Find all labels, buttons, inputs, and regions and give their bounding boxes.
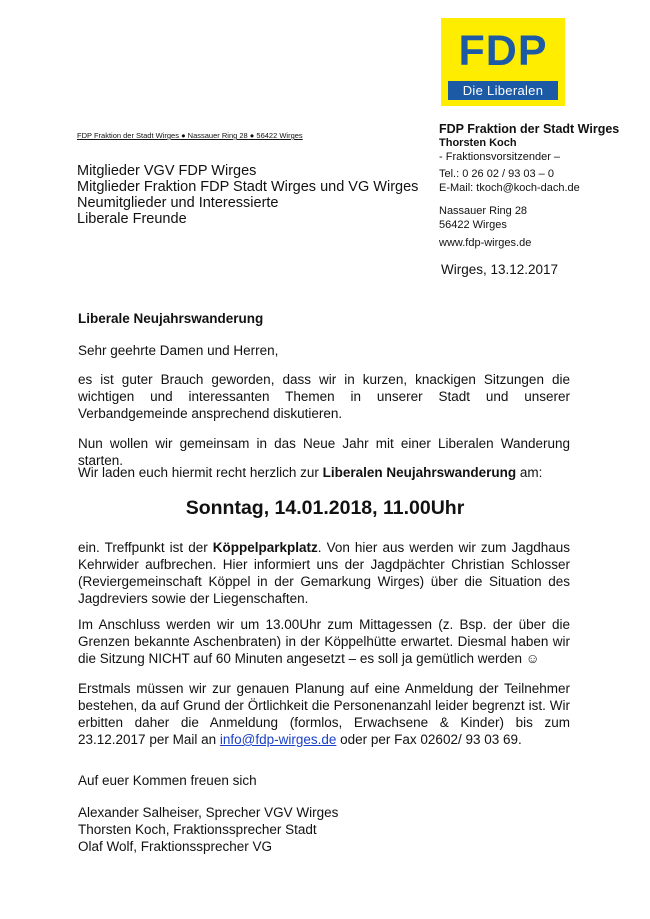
sidebar-city: 56422 Wirges [439, 218, 507, 231]
sidebar-address [439, 205, 527, 232]
signatory: Thorsten Koch, Fraktionssprecher Stadt [78, 822, 317, 837]
sidebar-name: Thorsten Koch [439, 137, 517, 149]
paragraph-new-year: Nun wollen wir gemeinsam in das Neue Jahr mit einer Liberalen Wanderung starten. [78, 436, 570, 468]
recipient-line: Mitglieder Fraktion FDP Stadt Wirges und VG Wirges [77, 179, 419, 195]
closing-line: Auf euer Kommen freuen sich [78, 773, 257, 788]
sidebar-email: E-Mail: tkoch@koch-dach.de [439, 181, 580, 194]
paragraph-lunch: Im Anschluss werden wir um 13.00Uhr zum Mittagessen (z. Bsp. der über die Grenzen bekannte Aschenbraten) in der Köppelhütte erwartet. Diesmal haben wir die Sitzung NICHT auf 60 Minuten angesetzt – es soll ja gemütlich werden ☺ [78, 617, 570, 666]
event-date-heading: Sonntag, 14.01.2018, 11.00Uhr [185, 497, 465, 519]
meeting-text-end: . Von hier aus werden wir zum Jagdhaus Kehrwider aufbrechen. Hier informiert uns der Jagdpächter Christian Schlosser (Reviergemeinschaft Köppel in der Gemarkung Wirges) über die Situation des Jagdreviers sowie der Liegenschaften. [78, 540, 570, 606]
meeting-text: ein. Treffpunkt ist der [78, 540, 213, 555]
sidebar-organization: FDP Fraktion der Stadt Wirges [439, 122, 620, 136]
signature-block [78, 804, 570, 855]
signatory: Alexander Salheiser, Sprecher VGV Wirges [78, 805, 339, 820]
meeting-location: Köppelparkplatz [212, 540, 318, 555]
recipient-line: Neumitglieder und Interessierte [77, 195, 279, 211]
invitation-event-name: Liberalen Neujahrswanderung [322, 465, 517, 480]
letter-subject: Liberale Neujahrswanderung [78, 311, 264, 326]
sidebar-website: www.fdp-wirges.de [439, 237, 532, 249]
salutation: Sehr geehrte Damen und Herren, [78, 343, 279, 358]
registration-text-end: oder per Fax 02602/ 93 03 69. [336, 732, 522, 747]
logo-wordmark: FDP [458, 27, 548, 75]
registration-text: Erstmals müssen wir zur genauen Planung auf eine Anmeldung der Teilnehmer bestehen, da auf Grund der Örtlichkeit die Personenanzahl leider begrenzt ist. Wir erbitten daher die Anmeldung (formlos, Erwachsene & Kinder) bis zum 23.12.2017 per Mail an [78, 681, 570, 747]
sidebar-contact [439, 137, 580, 195]
fdp-logo [441, 18, 565, 106]
recipient-line: Mitglieder VGV FDP Wirges [77, 163, 257, 179]
paragraph-meeting-point [78, 539, 570, 607]
sender-address-line: FDP Fraktion der Stadt Wirges ● Nassauer Ring 28 ● 56422 Wirges [77, 131, 303, 140]
invitation-text: Wir laden euch hiermit recht herzlich zur [78, 465, 323, 480]
letter-date: Wirges, 13.12.2017 [441, 262, 559, 277]
signatory: Olaf Wolf, Fraktionssprecher VG [78, 839, 273, 854]
recipient-block [77, 163, 418, 227]
sidebar-street: Nassauer Ring 28 [439, 205, 528, 217]
sidebar-phone: Tel.: 0 26 02 / 93 03 – 0 [439, 168, 554, 180]
paragraph-invitation [78, 464, 570, 481]
sidebar-role: - Fraktionsvorsitzender – [439, 150, 561, 163]
recipient-line: Liberale Freunde [77, 211, 187, 227]
paragraph-intro: es ist guter Brauch geworden, dass wir in kurzen, knackigen Sitzungen die wichtigen und interessanten Themen in unserer Stadt und unserer Verbandgemeinde ansprechend diskutieren. [78, 372, 570, 421]
logo-tagline: Die Liberalen [448, 81, 558, 100]
paragraph-registration [78, 680, 570, 748]
email-link[interactable]: info@fdp-wirges.de [219, 732, 337, 747]
invitation-text-end: am: [516, 465, 543, 480]
